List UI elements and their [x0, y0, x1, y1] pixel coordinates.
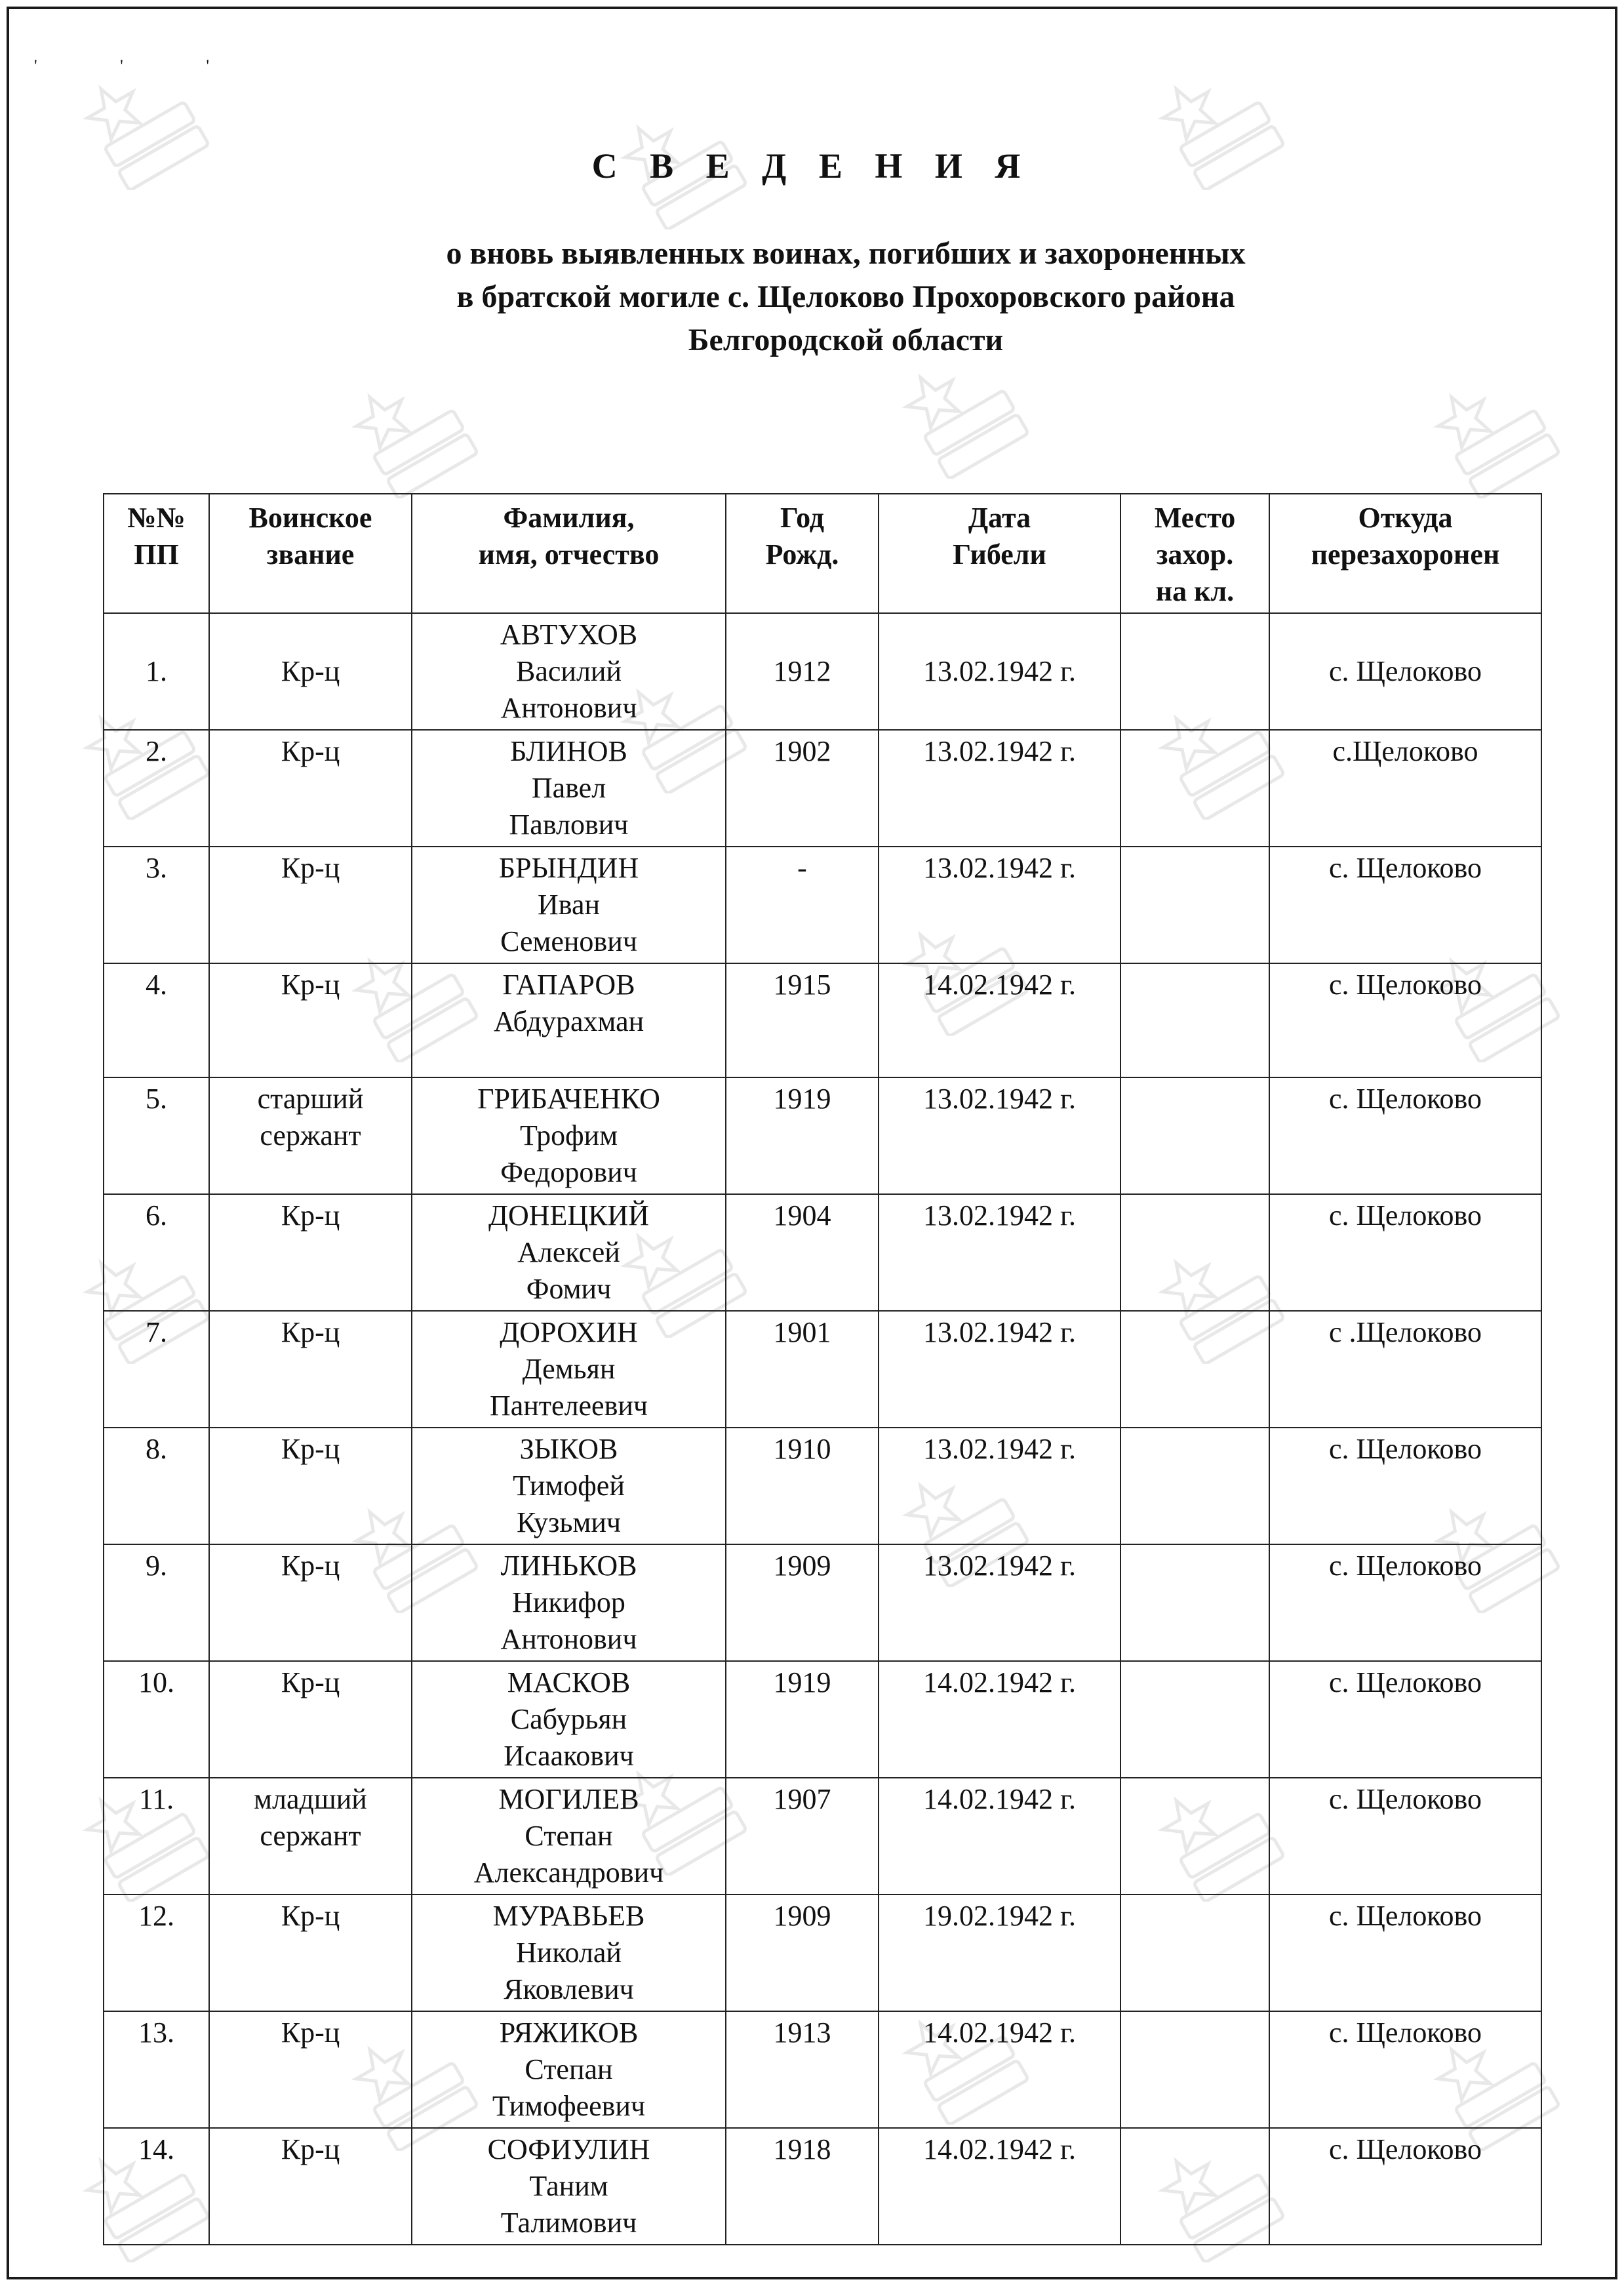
cell-birth-year: 1909 — [726, 1895, 879, 2011]
cell-rank — [209, 1428, 412, 1544]
table-row — [104, 1311, 1541, 1428]
cell-birth-year: 1915 — [726, 963, 879, 1077]
col-header-burial-place: Место захор. на кл. — [1120, 494, 1269, 613]
cell-birth-year: - — [726, 847, 879, 963]
cell-death-date: 13.02.1942 г. — [879, 730, 1120, 847]
cell-number: 13. — [104, 2011, 209, 2128]
table-row — [104, 613, 1541, 730]
cell-death-date: 14.02.1942 г. — [879, 2128, 1120, 2245]
cell-burial-place — [1120, 1661, 1269, 1778]
cell-name — [412, 1661, 726, 1778]
cell-reburied-from: с .Щелоково — [1269, 1311, 1541, 1428]
cell-name-line: Таним — [529, 2170, 608, 2202]
cell-reburied-from: с. Щелоково — [1269, 1544, 1541, 1661]
table-body — [104, 613, 1541, 2245]
table-row — [104, 1194, 1541, 1311]
cell-name-line: Павел — [531, 772, 606, 804]
cell-number: 12. — [104, 1895, 209, 2011]
cell-death-date: 14.02.1942 г. — [879, 963, 1120, 1077]
cell-rank-line: Кр-ц — [281, 852, 340, 884]
cell-name-line: Николай — [516, 1936, 622, 1969]
cell-name-line: Семенович — [500, 925, 637, 957]
cell-name-line: ГАПАРОВ — [502, 969, 635, 1001]
cell-name-line: Алексей — [517, 1236, 620, 1268]
cell-name — [412, 2128, 726, 2245]
cell-name — [412, 1194, 726, 1311]
cell-birth-year: 1901 — [726, 1311, 879, 1428]
cell-burial-place — [1120, 1194, 1269, 1311]
cell-rank — [209, 613, 412, 730]
cell-rank — [209, 963, 412, 1077]
cell-rank-line: сержант — [260, 1820, 361, 1852]
cell-reburied-from: с. Щелоково — [1269, 2011, 1541, 2128]
col-header-name: Фамилия, имя, отчество — [412, 494, 726, 613]
cell-name — [412, 1544, 726, 1661]
cell-name — [412, 1311, 726, 1428]
subtitle-line: в братской могиле с. Щелоково Прохоровского района — [456, 279, 1235, 314]
cell-rank-line: младший — [254, 1783, 367, 1815]
cell-name-line: Тимофей — [513, 1470, 625, 1502]
cell-rank — [209, 1311, 412, 1428]
cell-name-line: МОГИЛЕВ — [498, 1783, 639, 1815]
cell-name-line: Степан — [525, 1820, 613, 1852]
cell-name-line: АВТУХОВ — [500, 618, 638, 651]
cell-name — [412, 1895, 726, 2011]
cell-rank-line: старший — [257, 1083, 364, 1115]
table-row — [104, 847, 1541, 963]
cell-number: 8. — [104, 1428, 209, 1544]
cell-burial-place — [1120, 1077, 1269, 1194]
scan-marks: ' ' ' — [34, 56, 249, 75]
cell-rank — [209, 1544, 412, 1661]
cell-reburied-from: с. Щелоково — [1269, 847, 1541, 963]
cell-rank — [209, 1778, 412, 1895]
cell-reburied-from: с. Щелоково — [1269, 2128, 1541, 2245]
star-memory-logo-icon — [1429, 367, 1560, 498]
cell-reburied-from: с. Щелоково — [1269, 1778, 1541, 1895]
cell-burial-place — [1120, 963, 1269, 1077]
cell-death-date: 13.02.1942 г. — [879, 1311, 1120, 1428]
cell-name-line: Василий — [515, 655, 622, 687]
cell-name-line: Кузьмич — [516, 1506, 621, 1538]
cell-burial-place — [1120, 847, 1269, 963]
cell-name-line: ЗЫКОВ — [519, 1433, 618, 1465]
table-row — [104, 1428, 1541, 1544]
table-row — [104, 1661, 1541, 1778]
cell-birth-year: 1919 — [726, 1661, 879, 1778]
cell-rank-line: Кр-ц — [281, 1900, 340, 1932]
cell-name — [412, 963, 726, 1077]
cell-name-line: Демьян — [522, 1353, 616, 1385]
cell-reburied-from: с.Щелоково — [1269, 730, 1541, 847]
table-row — [104, 1895, 1541, 2011]
star-memory-logo-icon — [898, 348, 1029, 479]
cell-number: 14. — [104, 2128, 209, 2245]
subtitle-line: о вновь выявленных воинах, погибших и захороненных — [446, 236, 1246, 271]
cell-name-line: МУРАВЬЕВ — [492, 1900, 645, 1932]
cell-name-line: Тимофеевич — [492, 2090, 646, 2122]
cell-birth-year: 1919 — [726, 1077, 879, 1194]
cell-rank-line: сержант — [260, 1119, 361, 1152]
cell-birth-year: 1904 — [726, 1194, 879, 1311]
col-header-number: №№ ПП — [104, 494, 209, 613]
cell-name-line: Антонович — [500, 692, 637, 724]
subtitle-line: Белгородской области — [688, 323, 1004, 357]
table-row — [104, 2128, 1541, 2245]
cell-death-date: 13.02.1942 г. — [879, 1077, 1120, 1194]
cell-death-date: 14.02.1942 г. — [879, 1661, 1120, 1778]
table-row — [104, 1778, 1541, 1895]
cell-rank — [209, 1661, 412, 1778]
cell-number: 11. — [104, 1778, 209, 1895]
cell-death-date: 13.02.1942 г. — [879, 1194, 1120, 1311]
cell-reburied-from: с. Щелоково — [1269, 963, 1541, 1077]
cell-rank — [209, 1895, 412, 2011]
cell-name-line: Исаакович — [504, 1740, 634, 1772]
cell-name — [412, 613, 726, 730]
cell-name-line: ДОНЕЦКИЙ — [488, 1199, 650, 1232]
cell-number: 9. — [104, 1544, 209, 1661]
cell-burial-place — [1120, 1311, 1269, 1428]
cell-reburied-from: с. Щелоково — [1269, 1194, 1541, 1311]
cell-birth-year: 1909 — [726, 1544, 879, 1661]
cell-name-line: Яковлевич — [504, 1973, 634, 2005]
cell-burial-place — [1120, 1895, 1269, 2011]
table-row — [104, 2011, 1541, 2128]
cell-rank-line: Кр-ц — [281, 1316, 340, 1348]
table-row — [104, 1544, 1541, 1661]
cell-rank — [209, 2011, 412, 2128]
burial-records-table — [103, 493, 1542, 2245]
cell-number: 1. — [104, 613, 209, 730]
cell-name-line: БЛИНОВ — [510, 735, 627, 767]
cell-name-line: Талимович — [500, 2207, 637, 2239]
col-header-death-date: Дата Гибели — [879, 494, 1120, 613]
cell-name — [412, 2011, 726, 2128]
cell-number: 4. — [104, 963, 209, 1077]
cell-name-line: ДОРОХИН — [500, 1316, 638, 1348]
cell-name-line: Александрович — [473, 1856, 664, 1889]
cell-name-line: Фомич — [526, 1273, 612, 1305]
cell-reburied-from: с. Щелоково — [1269, 1428, 1541, 1544]
table-row — [104, 1077, 1541, 1194]
cell-burial-place — [1120, 1544, 1269, 1661]
cell-number: 6. — [104, 1194, 209, 1311]
star-memory-logo-icon — [347, 367, 479, 498]
cell-burial-place — [1120, 730, 1269, 847]
cell-death-date: 13.02.1942 г. — [879, 1428, 1120, 1544]
cell-name-line: Пантелеевич — [489, 1390, 648, 1422]
cell-birth-year: 1910 — [726, 1428, 879, 1544]
cell-rank — [209, 1194, 412, 1311]
col-header-rank: Воинское звание — [209, 494, 412, 613]
cell-reburied-from: с. Щелоково — [1269, 1661, 1541, 1778]
cell-death-date: 13.02.1942 г. — [879, 613, 1120, 730]
table-row — [104, 730, 1541, 847]
cell-rank — [209, 2128, 412, 2245]
cell-burial-place — [1120, 2128, 1269, 2245]
cell-name — [412, 1428, 726, 1544]
cell-name — [412, 730, 726, 847]
cell-rank-line: Кр-ц — [281, 2016, 340, 2049]
cell-name-line: Павлович — [509, 809, 629, 841]
cell-number: 3. — [104, 847, 209, 963]
cell-name-line: РЯЖИКОВ — [499, 2016, 639, 2049]
cell-burial-place — [1120, 1428, 1269, 1544]
cell-name-line: Степан — [525, 2053, 613, 2085]
cell-rank-line: Кр-ц — [281, 969, 340, 1001]
cell-birth-year: 1912 — [726, 613, 879, 730]
cell-number: 10. — [104, 1661, 209, 1778]
cell-reburied-from: с. Щелоково — [1269, 1077, 1541, 1194]
cell-death-date: 13.02.1942 г. — [879, 1544, 1120, 1661]
cell-name — [412, 1077, 726, 1194]
cell-name-line: Антонович — [500, 1623, 637, 1655]
col-header-birth-year: Год Рожд. — [726, 494, 879, 613]
cell-name-line: Сабурьян — [510, 1703, 627, 1735]
document-subtitle — [275, 232, 1416, 362]
table-header-row — [104, 494, 1541, 613]
cell-burial-place — [1120, 613, 1269, 730]
table-row — [104, 963, 1541, 1077]
cell-death-date: 19.02.1942 г. — [879, 1895, 1120, 2011]
cell-rank-line: Кр-ц — [281, 1199, 340, 1232]
cell-birth-year: 1907 — [726, 1778, 879, 1895]
cell-birth-year: 1918 — [726, 2128, 879, 2245]
cell-name-line: ГРИБАЧЕНКО — [477, 1083, 660, 1115]
cell-rank-line: Кр-ц — [281, 735, 340, 767]
cell-name-line: МАСКОВ — [507, 1666, 631, 1698]
cell-number: 7. — [104, 1311, 209, 1428]
cell-name-line: Никифор — [512, 1586, 625, 1618]
cell-death-date: 14.02.1942 г. — [879, 2011, 1120, 2128]
cell-rank-line: Кр-ц — [281, 1433, 340, 1465]
cell-rank — [209, 730, 412, 847]
cell-birth-year: 1913 — [726, 2011, 879, 2128]
cell-birth-year: 1902 — [726, 730, 879, 847]
cell-rank — [209, 847, 412, 963]
cell-reburied-from: с. Щелоково — [1269, 1895, 1541, 2011]
cell-name-line: СОФИУЛИН — [487, 2133, 650, 2165]
cell-rank-line: Кр-ц — [281, 1666, 340, 1698]
cell-name — [412, 1778, 726, 1895]
cell-rank-line: Кр-ц — [281, 655, 340, 687]
cell-name-line: ЛИНЬКОВ — [500, 1550, 637, 1582]
cell-name-line: Иван — [537, 889, 601, 921]
cell-number: 2. — [104, 730, 209, 847]
cell-rank-line: Кр-ц — [281, 1550, 340, 1582]
col-header-reburied-from: Откуда перезахоронен — [1269, 494, 1541, 613]
cell-burial-place — [1120, 2011, 1269, 2128]
cell-number: 5. — [104, 1077, 209, 1194]
cell-death-date: 14.02.1942 г. — [879, 1778, 1120, 1895]
cell-death-date: 13.02.1942 г. — [879, 847, 1120, 963]
cell-burial-place — [1120, 1778, 1269, 1895]
cell-name-line: Федорович — [500, 1156, 637, 1188]
cell-name — [412, 847, 726, 963]
cell-rank-line: Кр-ц — [281, 2133, 340, 2165]
cell-name-line: БРЫНДИН — [498, 852, 639, 884]
document-title: С В Е Д Е Н И Я — [591, 146, 1033, 186]
cell-reburied-from: с. Щелоково — [1269, 613, 1541, 730]
cell-name-line: Трофим — [519, 1119, 618, 1152]
cell-name-line: Абдурахман — [493, 1005, 644, 1037]
cell-rank — [209, 1077, 412, 1194]
